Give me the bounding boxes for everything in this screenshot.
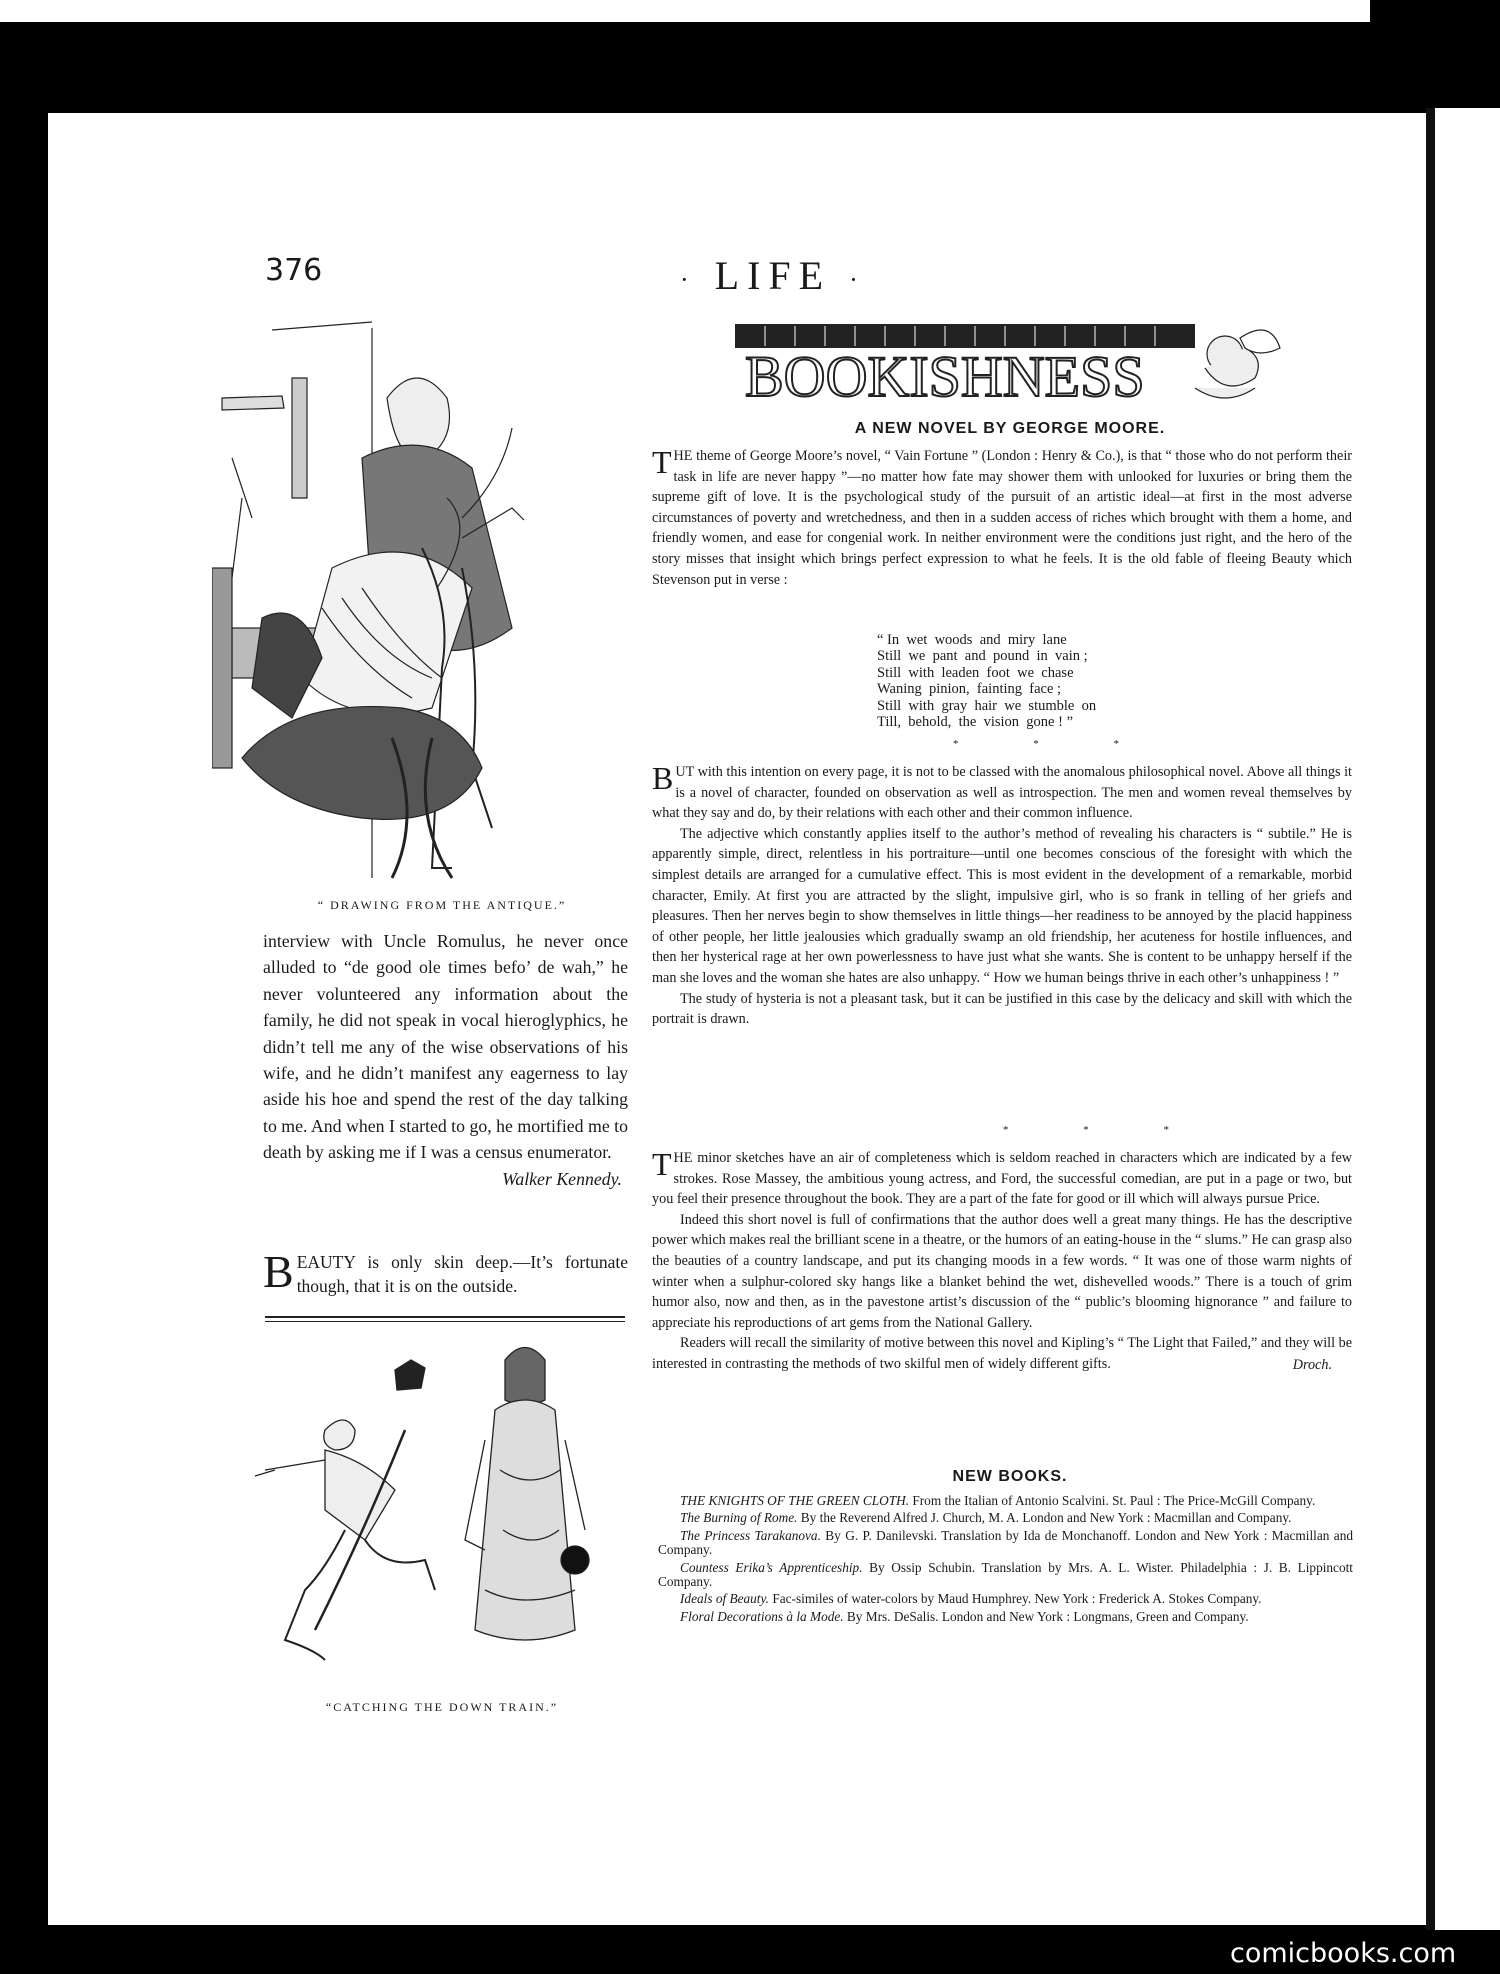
illustration-top-caption: “ DRAWING FROM THE ANTIQUE.” [317, 898, 567, 912]
review-paragraph-3: The adjective which constantly applies itself to the author’s method of revealing his characters is “ subtile.” He is apparently simple, direct, relentless in his portraiture—until one becomes conscious of the foresight with which the simplest details are arranged for a cumulative effect. This is most evident in the development of a remarkable, morbid character, Emily. At first you are attracted by the slight, impulsive girl, who is so frank in telling of her griefs and pleasures. Then her nerves begin to show themselves in little things—her readiness to be annoyed by the placid happiness of other people, her little jealousies which gradually swamp an old friendship, her acuteness for hostile influences, and then her hysterical rage at her own powerlessness to have just what she wants. She is content to be unhappy herself if the man she loves and the woman she hates are also unhappy. “ How we human beings thrive in each other’s unhappiness ! ” [652, 825, 1352, 986]
review-paragraph-6: Indeed this short novel is full of confirmations that the author does well a great many things. He has the descriptive power which makes real the brilliant scene in a theatre, or the humors of an eating-house in the “ slums.” He can grasp also the beauties of a country landscape, and put its changing moods in a few words. “ It was one of those warm nights of winter when a sulphur-colored sky hangs like a blanket behind the wet, dishevelled woods.” There is a touch of grim humor also, now and then, as in the pavestone artist’s discussion of the “ public’s blooming hignorance ” and failure to appreciate his reproductions of art gems from the National Gallery. [652, 1211, 1352, 1331]
facing-page-edge [1426, 108, 1500, 1930]
illustration-bottom-caption: “CATCHING THE DOWN TRAIN.” [325, 1700, 559, 1714]
masthead: · LIFE · [680, 253, 866, 298]
review-paragraph-2: BUT with this intention on every page, it is not to be classed with the anomalous philosophical novel. Above all things it is a novel of character, founded on observation as well as introspection. The men and women reveal themselves by what they say and do, by their relations with each other and their common influence. [652, 760, 1352, 822]
section-stars: * * * [1003, 1124, 1205, 1136]
book-entry: Floral Decorations à la Mode. By Mrs. DeSalis. London and New York : Longmans, Green and Company. [680, 1608, 1249, 1624]
illustration-drawing-from-the-antique [212, 318, 620, 894]
illustration-catching-the-down-train [245, 1330, 625, 1690]
bookishness-banner [735, 318, 1295, 410]
review-heading: A NEW NOVEL BY GEORGE MOORE. [854, 420, 1166, 437]
new-books-heading: NEW BOOKS. [952, 1468, 1068, 1485]
page-number: 376 [265, 253, 323, 288]
banner-lettering: BOOKISHNESS [745, 344, 1145, 409]
divider-rule-thin [265, 1321, 625, 1322]
review-paragraph-1: THE theme of George Moore’s novel, “ Vain Fortune ” (London : Henry & Co.), is that “ those who do not perform their task in life are never happy ”—no matter how fate may shower them with unlooked for luxuries or bring them the supreme gift of love. It is the psychological study of the pursuit of an artistic ideal—at first in the most adverse circumstances of poverty and wretchedness, and then in a sudden access of riches which brought with them a home, and friendly women, and ease for congenial work. In neither environment were the conditions just right, and the hero of the story misses that insight which brings perfect expression to what he feels. It is the old fable of fleeing Beauty which Stevenson put in verse : [652, 444, 1352, 588]
beauty-drop-cap: B [263, 1246, 294, 1297]
watermark: comicbooks.com [1230, 1938, 1457, 1969]
review-paragraph-4: The study of hysteria is not a pleasant task, but it can be justified in this case by the delicacy and skill with which the portrait is drawn. [652, 990, 1352, 1028]
drop-cap-t2: T [652, 1146, 672, 1182]
new-books-list [658, 1494, 1353, 1627]
review-signature: Droch. [1292, 1356, 1332, 1373]
divider-rule [265, 1316, 625, 1318]
book-entry: The Princess Tarakanova. By G. P. Danilevski. Translation by Ida de Monchanoff. London and New York : Macmillan and Company. [658, 1527, 1353, 1558]
review-paragraph-5: THE minor sketches have an air of completeness which is seldom reached in characters which are indicated by a few strokes. Rose Massey, the ambitious young actress, and Ford, the successful comedian, are put in a page or two, but you feel their presence throughout the book. They are a part of the fate for good or ill which will always pursue Price. [652, 1146, 1352, 1208]
left-column-signature: Walker Kennedy. [502, 1168, 622, 1189]
review-body-2 [652, 1148, 1352, 1375]
book-entry: Ideals of Beauty. Fac-similes of water-colors by Maud Humphrey. New York : Frederick A. Stokes Company. [680, 1591, 1262, 1607]
book-entry: The Burning of Rome. By the Reverend Alfred J. Church, M. A. London and New York : Macmillan and Company. [680, 1510, 1292, 1526]
book-entry: THE KNIGHTS OF THE GREEN CLOTH. From the Italian of Antonio Scalvini. St. Paul : The Price-McGill Company. [680, 1493, 1316, 1508]
drop-cap-b: B [652, 760, 674, 796]
review-body [652, 762, 1352, 1030]
masthead-title: LIFE [714, 253, 832, 298]
scan-top-strip [0, 0, 1370, 22]
section-stars: * * * [953, 738, 1155, 750]
stevenson-poem: “ In wet woods and miry lane Still we pant and pound in vain ; Still with leaden foot we chase Waning pinion, fainting face ; Still with gray hair we stumble on Till, behold, the vision gone ! ” [877, 632, 1097, 731]
drop-cap-t: T [652, 444, 672, 480]
beauty-paragraph: BEAUTY is only skin deep.—It’s fortunate though, that it is on the outside. [263, 1246, 628, 1297]
left-column-text [263, 928, 628, 1192]
review-paragraph-7: Readers will recall the similarity of motive between this novel and Kipling’s “ The Light that Failed,” and they will be interested in contrasting the methods of two skilful men of widely different gifts. [652, 1335, 1352, 1372]
book-entry: Countess Erika’s Apprenticeship. By Ossip Schubin. Translation by Mrs. A. L. Wister. Philadelphia : J. B. Lippincott Company. [658, 1559, 1353, 1590]
left-column-paragraph: interview with Uncle Romulus, he never once alluded to “de good ole times befo’ de wah,” he never volunteered any information about the family, he did not speak in vocal hieroglyphics, he didn’t tell me any of the wise observations of his wife, and he didn’t manifest any eagerness to lay aside his hoe and spend the rest of the day talking to me. And when I started to go, he mortified me to death by asking me if I was a census enumerator. [263, 931, 628, 1163]
